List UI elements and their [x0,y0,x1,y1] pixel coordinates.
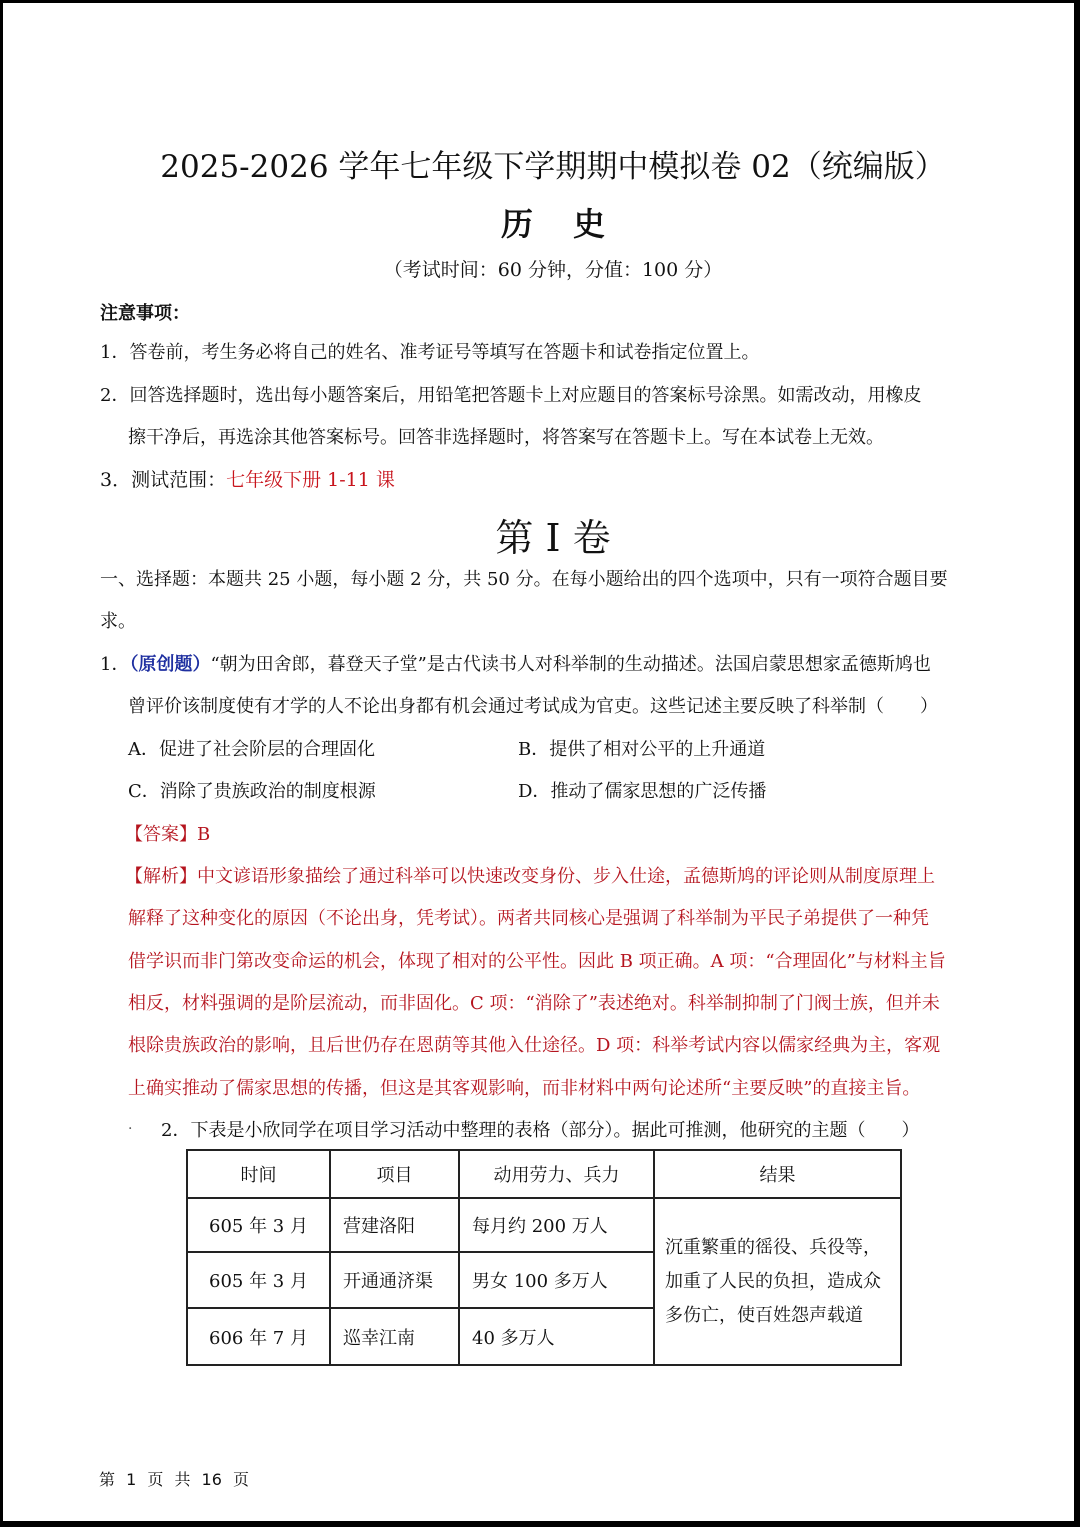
option-key: B． [518,739,550,760]
option-key: A． [128,739,159,760]
question-1-stem [100,653,931,677]
notice-item-2 [100,384,921,408]
option-text: 消除了贵族政治的制度根源 [159,781,376,802]
table-cell: 605 年 3 月 [187,1252,330,1308]
analysis-line-3: 借学识而非门第改变命运的机会，体现了相对的公平性。因此 B 项正确。A 项：“合理固化”与材料主旨 [128,951,946,972]
table-cell: 40 多万人 [459,1308,654,1365]
exam-title: 2025-2026 学年七年级下学期期中模拟卷 02（统编版） [160,149,946,185]
table-header: 结果 [654,1150,901,1198]
analysis-text: 中文谚语形象描绘了通过科举可以快速改变身份、步入仕途，孟德斯鸠的评论则从制度原理上 [197,866,935,887]
table-cell: 男女 100 多万人 [459,1252,654,1308]
item-number: 1． [100,342,130,363]
analysis-line-4: 相反，材料强调的是阶层流动，而非固化。C 项：“消除了”表述绝对。科举制抑制了门阀士族，但并未 [128,993,940,1014]
analysis-label: 【解析】 [125,866,197,887]
answer-value: B [197,824,211,845]
test-scope-label: 测试范围： [131,469,227,491]
page-footer: 第 1 页 共 16 页 [99,1470,249,1489]
original-tag: （原创题） [129,654,211,675]
subject-char: 史 [573,205,606,243]
test-scope-value: 七年级下册 1-11 课 [226,469,395,491]
option-d[interactable] [518,780,766,804]
question-number: 2． [161,1120,191,1141]
stem-text: 下表是小欣同学在项目学习活动中整理的表格（部分）。据此可推测，他研究的主题（ ） [190,1120,920,1141]
table-cell: 开通通济渠 [330,1252,459,1308]
option-b[interactable] [518,738,765,762]
table-cell: 营建洛阳 [330,1198,459,1252]
table-cell: 605 年 3 月 [187,1198,330,1252]
analysis-line-5: 根除贵族政治的影响，且后世仍存在恩荫等其他入仕途径。D 项：科举考试内容以儒家经典为主，客观 [128,1035,941,1056]
item-text: 回答选择题时，选出每小题答案后，用铅笔把答题卡上对应题目的答案标号涂黑。如需改动，用橡皮 [129,385,922,406]
analysis-line-1 [125,865,935,889]
bullet-dot: · [128,1121,133,1137]
option-a[interactable] [128,738,375,762]
result-line: 沉重繁重的徭役、兵役等， [665,1236,881,1258]
option-text: 促进了社会阶层的合理固化 [159,739,375,760]
question-2-table [186,1149,902,1366]
item-number: 3． [100,469,132,491]
notice-item-2-cont: 擦干净后，再选涂其他答案标号。回答非选择题时，将答案写在答题卡上。写在本试卷上无效。 [128,427,884,448]
analysis-line-6: 上确实推动了儒家思想的传播，但这是其客观影响，而非材料中两句论述所“主要反映”的直接主旨。 [128,1078,921,1099]
section-title: 第 I 卷 [495,516,611,560]
option-c[interactable] [128,780,376,804]
stem-text: “朝为田舍郎，暮登天子堂”是古代读书人对科举制的生动描述。法国启蒙思想家孟德斯鸠也 [210,654,931,675]
table-cell: 606 年 7 月 [187,1308,330,1365]
question-number: 1． [100,654,130,675]
table-cell: 每月约 200 万人 [459,1198,654,1252]
notice-item-3 [100,468,395,492]
result-line: 加重了人民的负担，造成众 [665,1270,881,1292]
subject-char: 历 [500,205,533,243]
item-text: 答卷前，考生务必将自己的姓名、准考证号等填写在答题卡和试卷指定位置上。 [129,342,760,363]
question-2-stem [161,1119,919,1143]
result-line: 多伤亡，使百姓怨声载道 [665,1304,863,1326]
notice-heading: 注意事项： [100,303,190,324]
option-text: 提供了相对公平的上升通道 [549,739,766,760]
section-intro: 一、选择题：本题共 25 小题，每小题 2 分，共 50 分。在每小题给出的四个选项中，只有一项符合题目要 [100,569,948,590]
table-result-cell [654,1198,901,1365]
notice-item-1 [100,341,759,365]
question-1-stem-cont: 曾评价该制度使有才学的人不论出身都有机会通过考试成为官吏。这些记述主要反映了科举制（ ） [128,696,938,717]
item-number: 2． [100,385,130,406]
table-header: 项目 [330,1150,459,1198]
table-header: 动用劳力、兵力 [459,1150,654,1198]
option-key: D． [518,781,551,802]
table-row [187,1198,901,1252]
option-text: 推动了儒家思想的广泛传播 [550,781,767,802]
answer-line [125,823,210,847]
exam-info: （考试时间：60 分钟，分值：100 分） [383,259,723,281]
section-intro-cont: 求。 [100,611,136,632]
document-page [3,3,1074,1521]
answer-label: 【答案】 [125,824,197,845]
table-header: 时间 [187,1150,330,1198]
option-key: C． [128,781,160,802]
subject-title [3,199,1080,245]
analysis-line-2: 解释了这种变化的原因（不论出身，凭考试）。两者共同核心是强调了科举制为平民子弟提供了一种凭 [128,908,929,929]
table-cell: 巡幸江南 [330,1308,459,1365]
